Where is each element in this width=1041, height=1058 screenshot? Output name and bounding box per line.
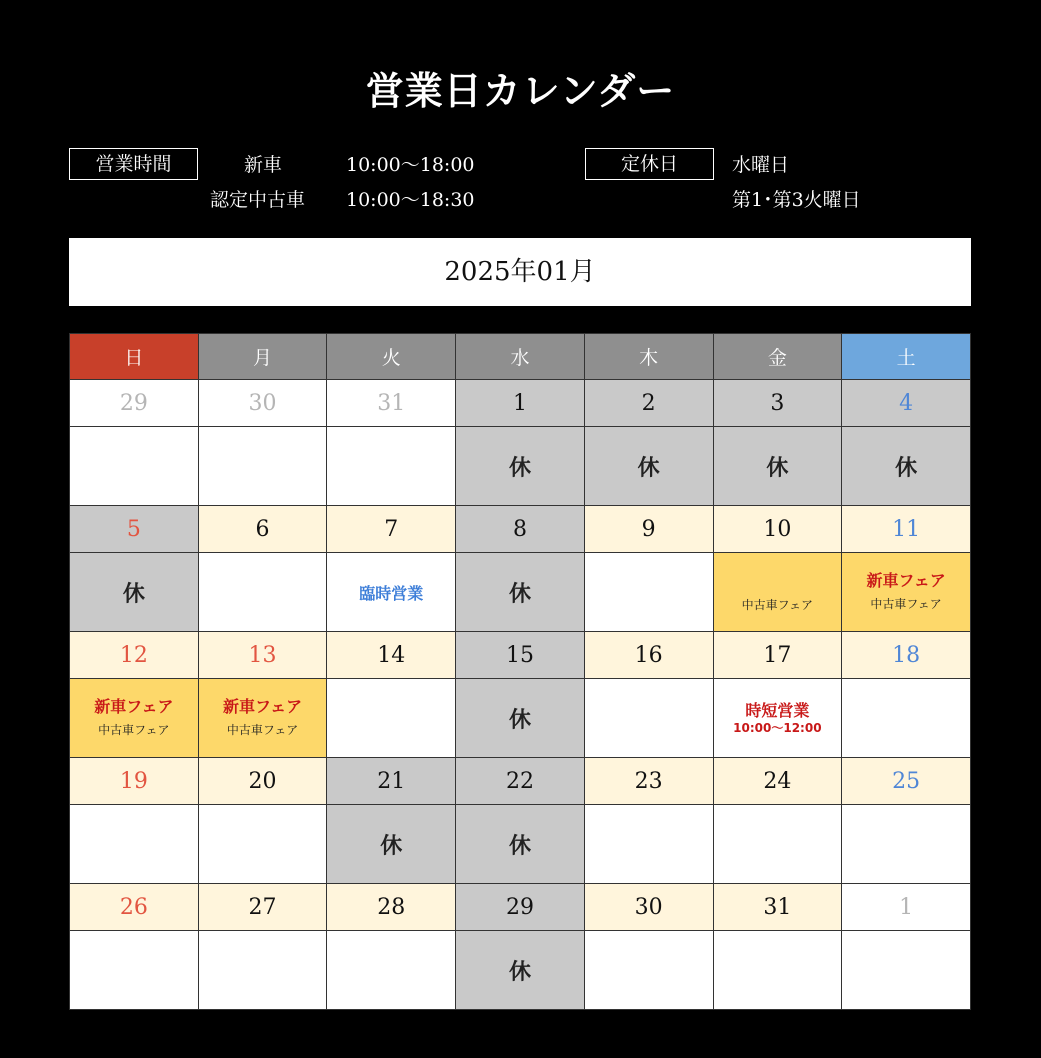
date-cell: 21 (327, 758, 456, 805)
closed-mark: 休 (766, 455, 789, 481)
hours-name-used: 認定中古車 (210, 189, 306, 211)
day-content-cell (584, 931, 713, 1010)
closed-mark: 休 (895, 455, 918, 481)
event-time-label: 10:00〜12:00 (733, 721, 822, 735)
date-cell: 9 (584, 506, 713, 553)
day-content-cell (327, 553, 456, 632)
date-cell: 1 (842, 884, 971, 931)
event-sub-label: 中古車フェア (870, 597, 942, 611)
day-content-cell (198, 805, 327, 884)
day-content-cell (584, 553, 713, 632)
content-row (70, 679, 971, 758)
hours-label-box: 営業時間 (69, 148, 198, 180)
calendar-grid (69, 333, 971, 1010)
day-content-cell (327, 805, 456, 884)
date-cell: 2 (584, 380, 713, 427)
day-content-cell (327, 427, 456, 506)
event-sub-label: 中古車フェア (226, 723, 299, 737)
date-cell: 8 (456, 506, 585, 553)
day-content-cell (842, 679, 971, 758)
date-cell: 6 (198, 506, 327, 553)
day-content-cell (198, 931, 327, 1010)
weekday-mon: 月 (198, 334, 327, 380)
date-row (70, 758, 971, 805)
date-row (70, 506, 971, 553)
weekday-sat: 土 (842, 334, 971, 380)
day-content-cell (713, 553, 842, 632)
special-open-label: 臨時営業 (359, 583, 424, 603)
date-cell: 17 (713, 632, 842, 679)
day-content-cell (456, 805, 585, 884)
date-cell: 29 (456, 884, 585, 931)
closed-mark: 休 (122, 581, 145, 607)
date-cell: 30 (584, 884, 713, 931)
hours-time-new: 10:00〜18:00 (346, 154, 475, 176)
date-cell: 20 (198, 758, 327, 805)
day-content-cell (842, 553, 971, 632)
date-row (70, 632, 971, 679)
closed-mark: 休 (508, 959, 531, 985)
day-content-cell (198, 679, 327, 758)
day-content-cell (713, 679, 842, 758)
day-content-cell (456, 931, 585, 1010)
date-cell: 24 (713, 758, 842, 805)
date-cell: 16 (584, 632, 713, 679)
event-main-label: 時短営業 (745, 701, 810, 720)
month-label: 2025年01月 (69, 238, 971, 306)
day-content-cell (70, 427, 199, 506)
weekday-wed: 水 (456, 334, 585, 380)
day-content-cell (70, 679, 199, 758)
day-content-cell (584, 805, 713, 884)
day-content-cell (70, 931, 199, 1010)
event-main-label: 新車フェア (866, 571, 946, 590)
day-content-cell (842, 427, 971, 506)
event-sub-label: 中古車フェア (741, 598, 814, 612)
weekday-fri: 金 (713, 334, 842, 380)
date-cell: 13 (198, 632, 327, 679)
date-cell: 5 (70, 506, 199, 553)
date-cell: 3 (713, 380, 842, 427)
content-row (70, 427, 971, 506)
event-main-label: 新車フェア (222, 697, 303, 716)
closed-mark: 休 (637, 455, 660, 481)
date-cell: 29 (70, 380, 199, 427)
weekday-header-row (70, 334, 971, 380)
event-sub-label: 中古車フェア (98, 723, 170, 737)
day-content-cell (584, 427, 713, 506)
weekday-thu: 木 (584, 334, 713, 380)
day-content-cell (584, 679, 713, 758)
date-cell: 19 (70, 758, 199, 805)
date-cell: 25 (842, 758, 971, 805)
day-content-cell (70, 553, 199, 632)
date-cell: 31 (713, 884, 842, 931)
closed-line-1: 水曜日 (732, 154, 790, 176)
page-title: 営業日カレンダー (365, 68, 676, 113)
day-content-cell (456, 427, 585, 506)
date-cell: 11 (842, 506, 971, 553)
closed-line-2: 第1･第3火曜日 (732, 189, 861, 211)
date-cell: 15 (456, 632, 585, 679)
content-row (70, 931, 971, 1010)
date-row (70, 884, 971, 931)
closed-mark: 休 (508, 581, 531, 607)
date-cell: 7 (327, 506, 456, 553)
content-row (70, 805, 971, 884)
day-content-cell (70, 805, 199, 884)
event-main-label: 新車フェア (94, 697, 174, 716)
day-content-cell (198, 427, 327, 506)
day-content-cell (713, 931, 842, 1010)
date-cell: 1 (456, 380, 585, 427)
day-content-cell (327, 931, 456, 1010)
date-cell: 31 (327, 380, 456, 427)
day-content-cell (456, 679, 585, 758)
day-content-cell (456, 553, 585, 632)
date-cell: 14 (327, 632, 456, 679)
day-content-cell (327, 679, 456, 758)
date-cell: 4 (842, 380, 971, 427)
day-content-cell (713, 805, 842, 884)
day-content-cell (713, 427, 842, 506)
date-cell: 12 (70, 632, 199, 679)
weekday-tue: 火 (327, 334, 456, 380)
content-row (70, 553, 971, 632)
date-cell: 22 (456, 758, 585, 805)
date-cell: 10 (713, 506, 842, 553)
hours-time-used: 10:00〜18:30 (346, 189, 475, 211)
hours-name-new: 新車 (244, 154, 283, 176)
closed-label-box: 定休日 (585, 148, 714, 180)
date-cell: 18 (842, 632, 971, 679)
date-cell: 30 (198, 380, 327, 427)
closed-mark: 休 (508, 707, 531, 733)
date-cell: 23 (584, 758, 713, 805)
closed-mark: 休 (508, 833, 531, 859)
weekday-sun: 日 (70, 334, 199, 380)
date-cell: 26 (70, 884, 199, 931)
day-content-cell (198, 553, 327, 632)
closed-mark: 休 (380, 833, 403, 859)
date-row (70, 380, 971, 427)
day-content-cell (842, 805, 971, 884)
date-cell: 27 (198, 884, 327, 931)
day-content-cell (842, 931, 971, 1010)
date-cell: 28 (327, 884, 456, 931)
closed-mark: 休 (508, 455, 531, 481)
